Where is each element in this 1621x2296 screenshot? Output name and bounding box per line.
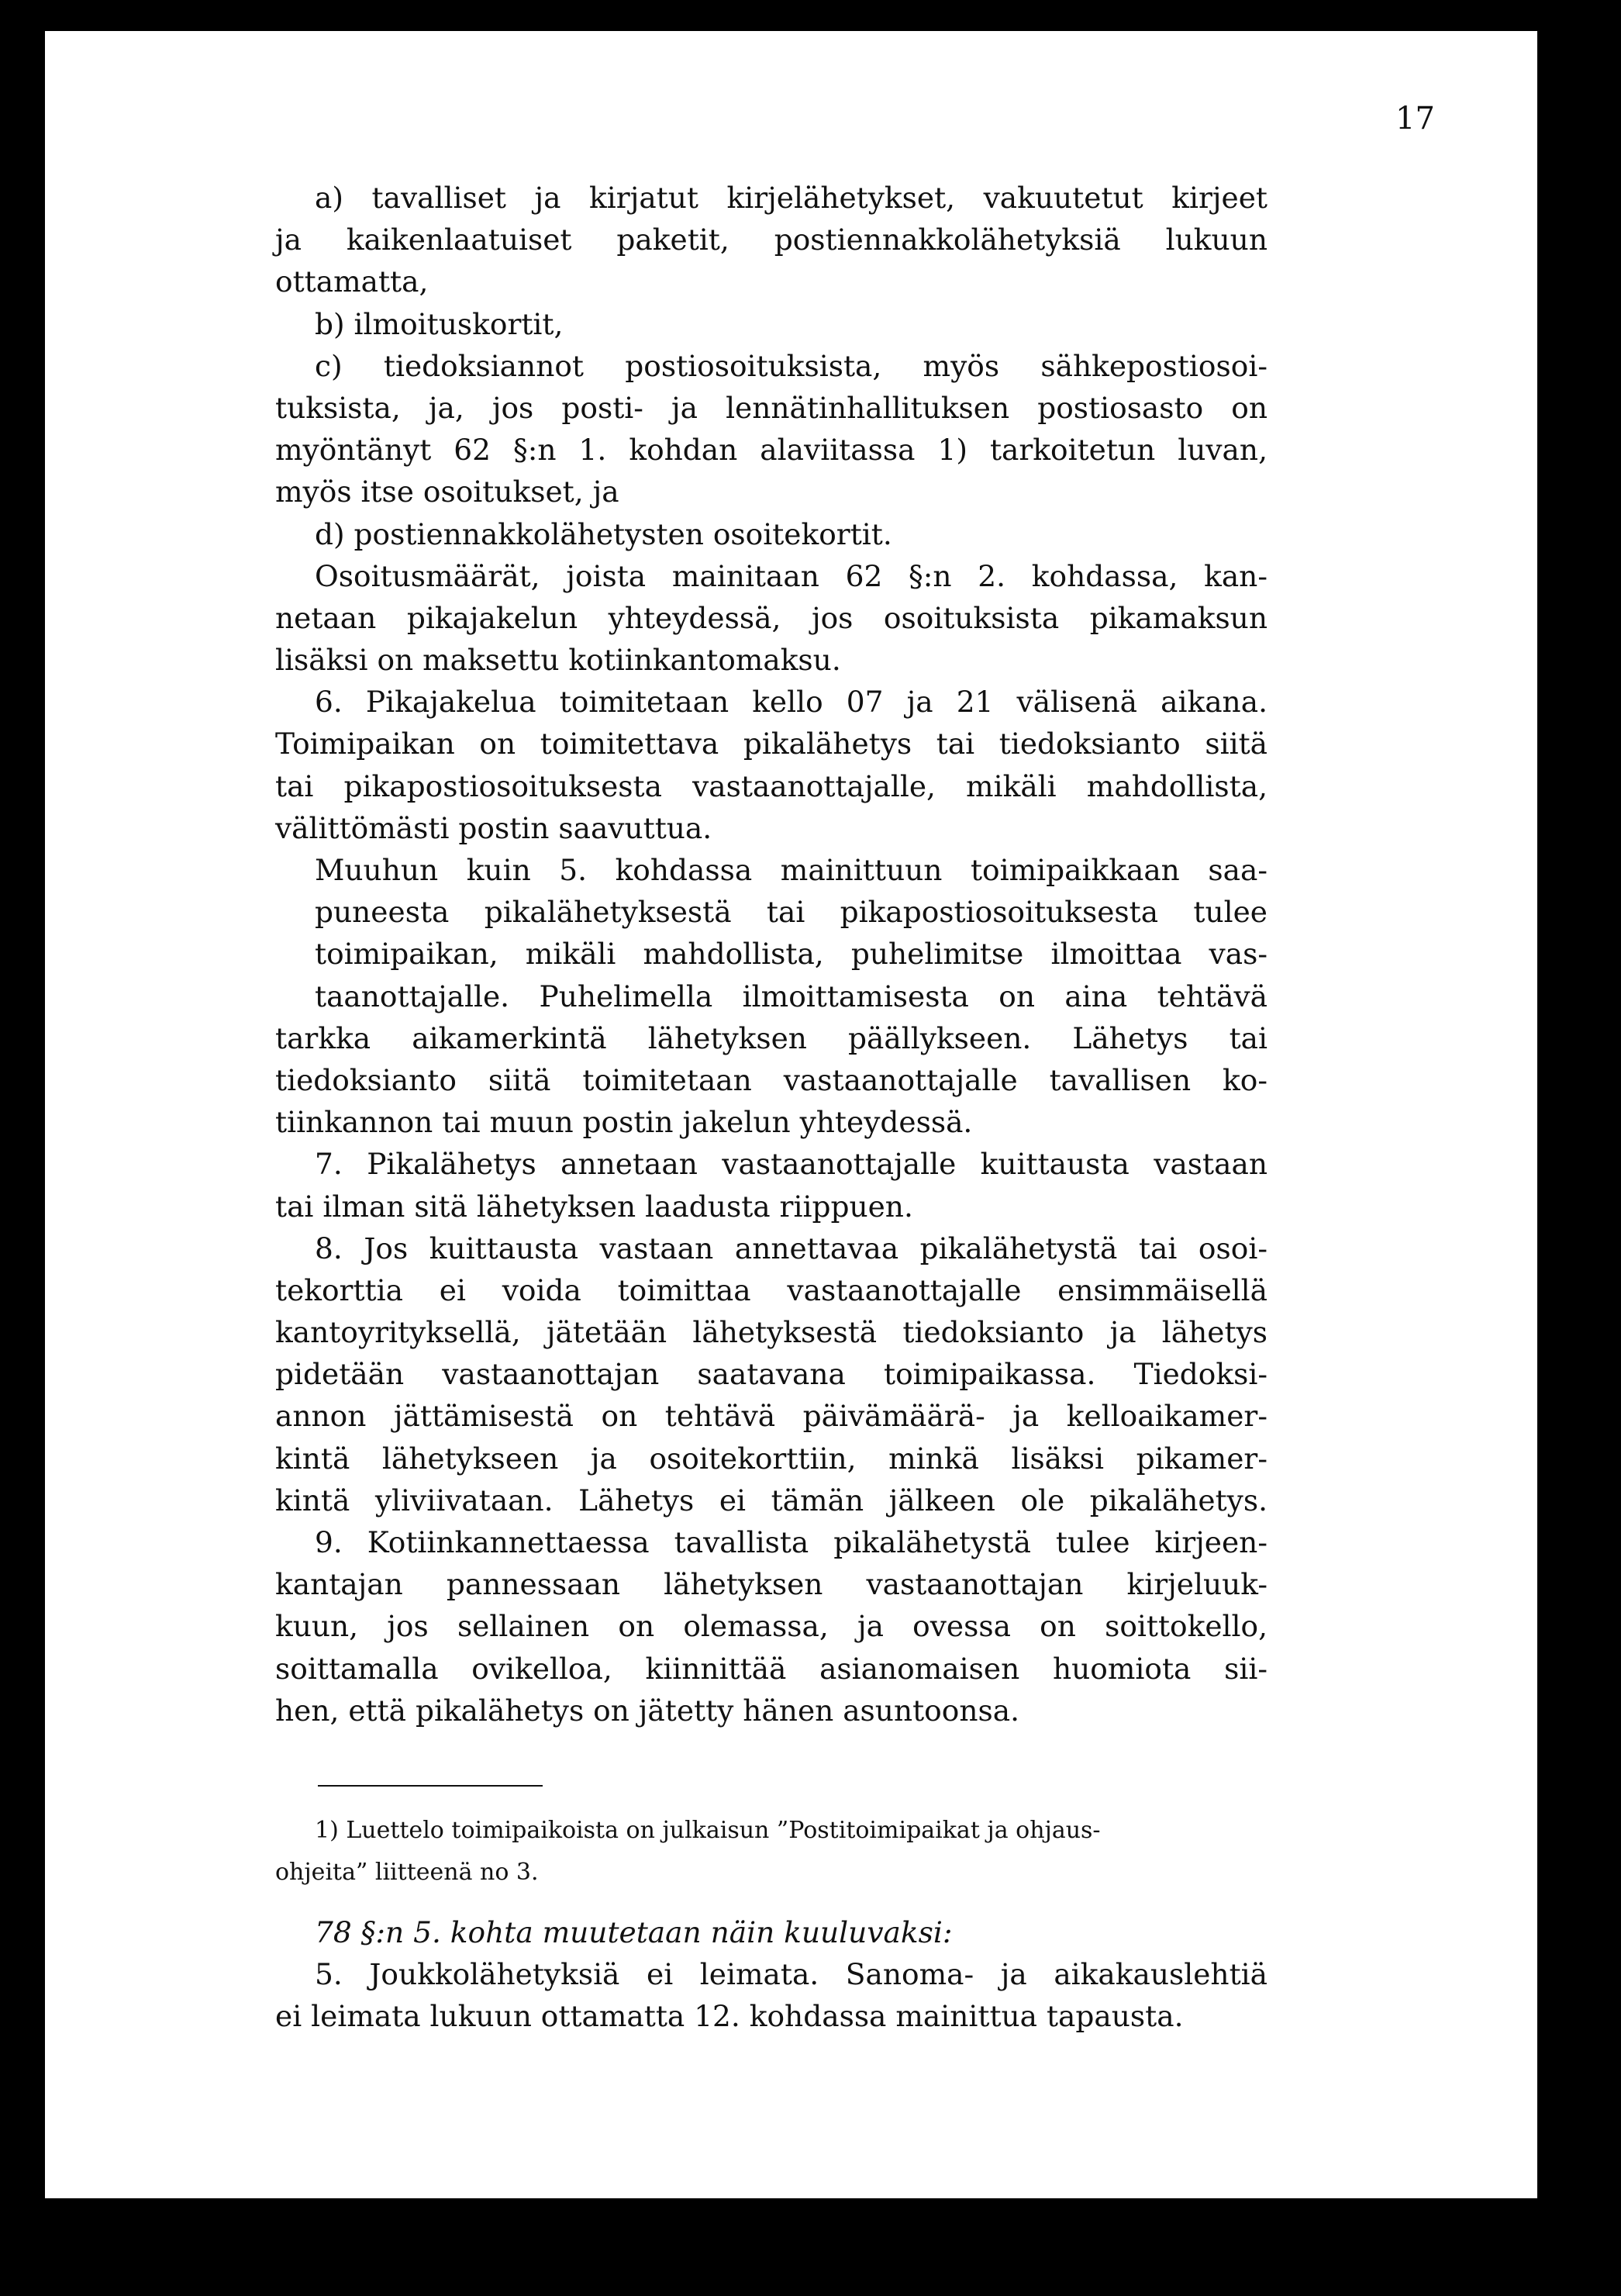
text-line: hen, että pikalähetys on jätetty hänen asuntoonsa. bbox=[275, 1693, 1020, 1728]
scan-edge-right bbox=[1537, 31, 1547, 2198]
text-line: tarkka aikamerkintä lähetyksen päällykseen. Lähetys tai bbox=[275, 1020, 1267, 1055]
text-line: taanottajalle. Puhelimella ilmoittamisesta on aina tehtävä bbox=[315, 979, 1267, 1013]
text-line: d) postiennakkolähetysten osoitekortit. bbox=[315, 516, 892, 551]
text-line: tiedoksianto siitä toimitetaan vastaanottajalle tavallisen ko- bbox=[275, 1062, 1267, 1097]
text-line: tekorttia ei voida toimittaa vastaanottajalle ensimmäisellä bbox=[275, 1272, 1267, 1307]
text-line: 7. Pikalähetys annetaan vastaanottajalle kuittausta vastaan bbox=[315, 1147, 1267, 1182]
amendment-section bbox=[275, 1911, 1267, 2037]
text-line: tuksista, ja, jos posti- ja lennätinhallituksen postiosasto on bbox=[275, 390, 1267, 425]
text-line: kintä lähetykseen ja osoitekorttiin, minkä lisäksi pikamer- bbox=[275, 1441, 1267, 1476]
text-line: b) ilmoituskortit, bbox=[315, 306, 564, 341]
text-line: tai ilman sitä lähetyksen laadusta riippuen. bbox=[275, 1189, 913, 1224]
text-line: soittamalla ovikelloa, kiinnittää asianomaisen huomiota sii- bbox=[275, 1651, 1267, 1686]
text-line: myös itse osoitukset, ja bbox=[275, 475, 619, 509]
body-text bbox=[275, 177, 1267, 1731]
footnote-line: ohjeita” liitteenä no 3. bbox=[275, 1859, 539, 1887]
text-line: Toimipaikan on toimitettava pikalähetys tai tiedoksianto siitä bbox=[275, 727, 1267, 761]
text-line: 9. Kotiinkannettaessa tavallista pikalähetystä tulee kirjeen- bbox=[315, 1525, 1267, 1559]
text-line: 6. Pikajakelua toimitetaan kello 07 ja 21 välisenä aikana. bbox=[315, 685, 1267, 720]
text-line: ottamatta, bbox=[275, 264, 429, 299]
text-line: pidetään vastaanottajan saatavana toimipaikassa. Tiedoksi- bbox=[275, 1357, 1267, 1392]
amendment-line: ei leimata lukuun ottamatta 12. kohdassa mainittua tapausta. bbox=[275, 1999, 1184, 2034]
text-line: kantoyrityksellä, jätetään lähetyksestä tiedoksianto ja lähetys bbox=[275, 1315, 1267, 1350]
text-line: 8. Jos kuittausta vastaan annettavaa pikalähetystä tai osoi- bbox=[315, 1231, 1267, 1265]
footnote-line: 1) Luettelo toimipaikoista on julkaisun ”Postitoimipaikat ja ohjaus- bbox=[315, 1817, 1101, 1844]
text-line: puneesta pikalähetyksestä tai pikapostiosoituksesta tulee bbox=[315, 895, 1267, 930]
scan-edge-left bbox=[37, 28, 45, 2208]
text-line: Osoitusmäärät, joista mainitaan 62 §:n 2. kohdassa, kan- bbox=[315, 558, 1267, 593]
text-line: tiinkannon tai muun postin jakelun yhteydessä. bbox=[275, 1105, 973, 1140]
text-line: myöntänyt 62 §:n 1. kohdan alaviitassa 1) tarkoitetun luvan, bbox=[275, 433, 1267, 468]
footnote bbox=[275, 1811, 1267, 1894]
text-line: välittömästi postin saavuttua. bbox=[275, 810, 712, 845]
text-line: tai pikapostiosoituksesta vastaanottajalle, mikäli mahdollista, bbox=[275, 768, 1267, 803]
footnote-rule bbox=[318, 1785, 543, 1787]
text-line: kantajan pannessaan lähetyksen vastaanottajan kirjeluuk- bbox=[275, 1567, 1267, 1602]
text-line: Muuhun kuin 5. kohdassa mainittuun toimipaikkaan saa- bbox=[315, 853, 1267, 887]
text-line: annon jättämisestä on tehtävä päivämäärä- ja kelloaikamer- bbox=[275, 1399, 1267, 1434]
text-line: netaan pikajakelun yhteydessä, jos osoituksista pikamaksun bbox=[275, 600, 1267, 635]
amendment-line: 5. Joukkolähetyksiä ei leimata. Sanoma- ja aikakauslehtiä bbox=[315, 1957, 1267, 1992]
text-line: a) tavalliset ja kirjatut kirjelähetykset, vakuutetut kirjeet bbox=[315, 181, 1267, 215]
text-line: toimipaikan, mikäli mahdollista, puhelimitse ilmoittaa vas- bbox=[315, 937, 1267, 972]
text-line: c) tiedoksiannot postiosoituksista, myös sähkepostiosoi- bbox=[315, 348, 1267, 383]
text-line: ja kaikenlaatuiset paketit, postiennakkolähetyksiä lukuun bbox=[275, 223, 1267, 257]
text-line: kuun, jos sellainen on olemassa, ja ovessa on soittokello, bbox=[275, 1609, 1267, 1644]
text-line: kintä yliviivataan. Lähetys ei tämän jälkeen ole pikalähetys. bbox=[275, 1483, 1267, 1517]
text-line: lisäksi on maksettu kotiinkantomaksu. bbox=[275, 643, 841, 678]
amendment-heading: 78 §:n 5. kohta muutetaan näin kuuluvaksi: bbox=[315, 1915, 953, 1949]
page-number: 17 bbox=[1395, 101, 1435, 136]
